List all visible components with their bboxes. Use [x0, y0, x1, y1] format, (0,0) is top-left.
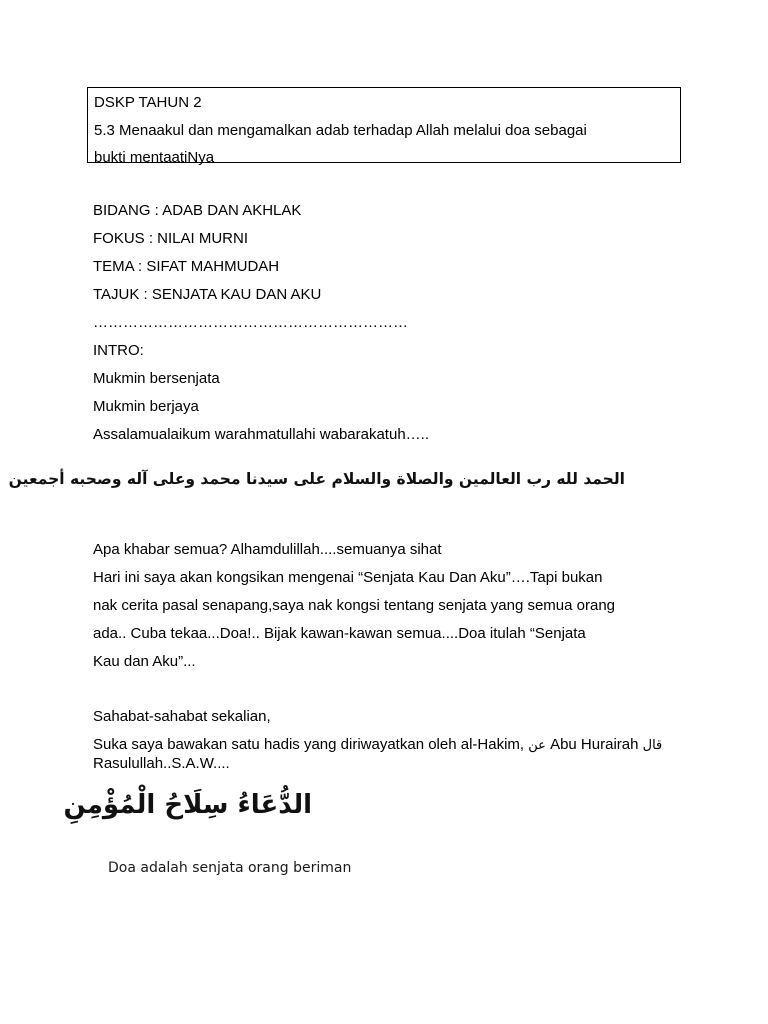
arabic-hamdalah-text: الحمد لله رب العالمين والصلاة والسلام على سيدنا محمد وعلى آله وصحبه أجمعين: [8, 470, 625, 488]
bidang-line: BIDANG : ADAB DAN AKHLAK: [93, 202, 302, 219]
intro-line-1: Mukmin bersenjata: [93, 370, 220, 387]
header-line-2: 5.3 Menaakul dan mengamalkan adab terhadap Allah melalui doa sebagai: [94, 121, 587, 139]
sahabat-line: Sahabat-sahabat sekalian,: [93, 708, 271, 725]
arabic-an-word: عن: [528, 738, 546, 753]
rasulullah-line: Rasulullah..S.A.W....: [93, 755, 230, 772]
arabic-qala-word: قال: [642, 738, 663, 753]
paragraph-line-4: ada.. Cuba tekaa...Doa!.. Bijak kawan-kawan semua....Doa itulah “Senjata: [93, 625, 586, 642]
paragraph-line-3: nak cerita pasal senapang,saya nak kongsi tentang senjata yang semua orang: [93, 597, 616, 614]
paragraph-line-2: Hari ini saya akan kongsikan mengenai “Senjata Kau Dan Aku”….Tapi bukan: [93, 569, 603, 586]
dotted-separator: ………………………………………………………: [93, 314, 408, 331]
hadith-intro-line: [93, 736, 662, 755]
hadith-arabic-text: الدُّعَاءُ سِلَاحُ الْمُؤْمِنِ: [63, 790, 312, 820]
paragraph-line-5: Kau dan Aku”...: [93, 653, 196, 670]
intro-heading: INTRO:: [93, 342, 144, 359]
paragraph-line-1: Apa khabar semua? Alhamdulillah....semuanya sihat: [93, 541, 442, 558]
header-line-1: DSKP TAHUN 2: [94, 94, 202, 111]
intro-line-2: Mukmin berjaya: [93, 398, 199, 415]
tema-line: TEMA : SIFAT MAHMUDAH: [93, 258, 280, 275]
header-box: [87, 87, 681, 166]
narrator-name: Abu Hurairah: [550, 736, 639, 753]
header-line-3: bukti mentaatiNya: [94, 149, 215, 166]
intro-line-3: Assalamualaikum warahmatullahi wabarakatuh…..: [93, 426, 429, 443]
hadith-intro-text: Suka saya bawakan satu hadis yang diriwayatkan oleh al-Hakim,: [93, 736, 525, 753]
fokus-line: FOKUS : NILAI MURNI: [93, 230, 249, 247]
tajuk-line: TAJUK : SENJATA KAU DAN AKU: [93, 286, 322, 303]
hadith-caption: Doa adalah senjata orang beriman: [108, 860, 352, 876]
